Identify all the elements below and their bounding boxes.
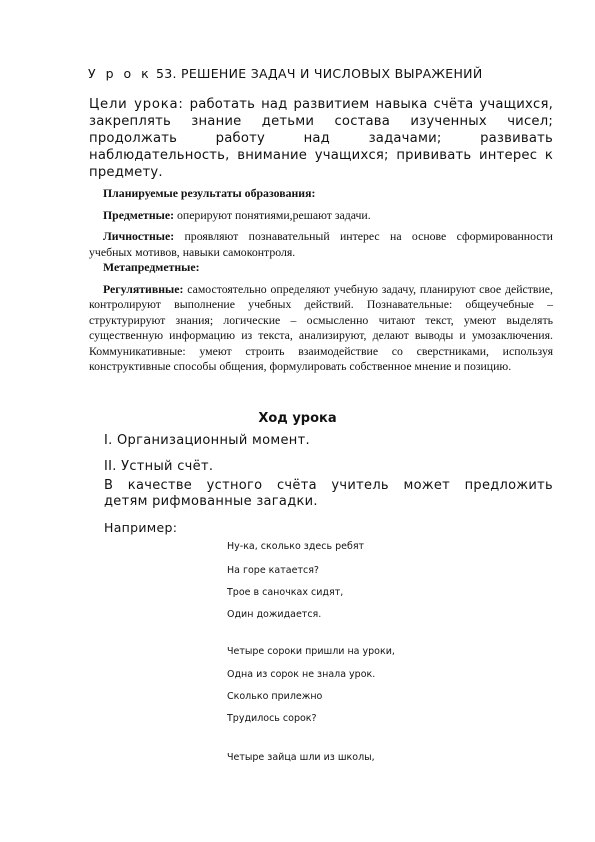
regulative-label: Регулятивные: [103,281,184,296]
lesson-number: 53. [155,66,177,81]
section-oral-count: II. Устный счёт. [104,459,214,474]
personal-label: Личностные: [103,229,175,243]
oral-line-2: детям рифмованные загадки. [104,494,318,509]
meta-label: Метапредметные: [103,260,200,274]
goals-label: Цели урока: [89,97,184,112]
poem-line: Одна из сорок не знала урок. [227,669,376,680]
poem-line: Трое в саночках сидят, [227,587,344,598]
oral-count-text [104,478,553,510]
lesson-word: У р о к [88,66,152,81]
poem-line: Один дожидается. [227,609,322,620]
lesson-topic: РЕШЕНИЕ ЗАДАЧ И ЧИСЛОВЫХ ВЫРАЖЕНИЙ [181,66,483,81]
subject-text: оперируют понятиями,решают задачи. [176,207,371,222]
lesson-flow-heading: Ход урока [258,411,337,426]
lesson-goals [89,96,553,181]
poem-line: Трудилось сорок? [227,713,317,724]
lesson-title [88,66,558,81]
goals-text: работать над развитием навыка счёта учащихся, закреплять знание детьми состава изученных чисел; продолжать работу над задачами; развивать наблюдательность, внимание учащихся; прививать интерес к предмету. [89,97,553,180]
poem-line: Четыре сороки пришли на уроки, [227,646,395,657]
section-organizational: I. Организационный момент. [104,433,310,448]
results-heading: Планируемые результаты образования: [103,186,316,200]
example-label: Например: [104,520,178,535]
poem-line: Четыре зайца шли из школы, [227,752,375,763]
regulative-text: самостоятельно определяют учебную задачу, планируют свое действие, контролируют выполнение учебных действий. Познавательные: общеучебные – структурируют знания; логические – осмысленно читают текст, умеют выделять существенную информацию из текста, анализируют, делают выводы и умозаключения. Коммуникативные: умеют строить взаимодействие со сверстниками, используя конструктивные способы общения, формулировать собственное мнение и позицию. [89,281,553,373]
poem-line: На горе катается? [227,565,319,576]
poem-line: Ну-ка, сколько здесь ребят [227,541,365,552]
subject-label: Предметные: [103,207,175,222]
personal-text: проявляют познавательный интерес на основе сформированности учебных мотивов, навыки самоконтроля. [89,229,553,259]
poem-line: Сколько прилежно [227,691,323,702]
oral-line-1: В качестве устного счёта учитель может предложить [104,478,553,493]
planned-results [89,186,553,375]
